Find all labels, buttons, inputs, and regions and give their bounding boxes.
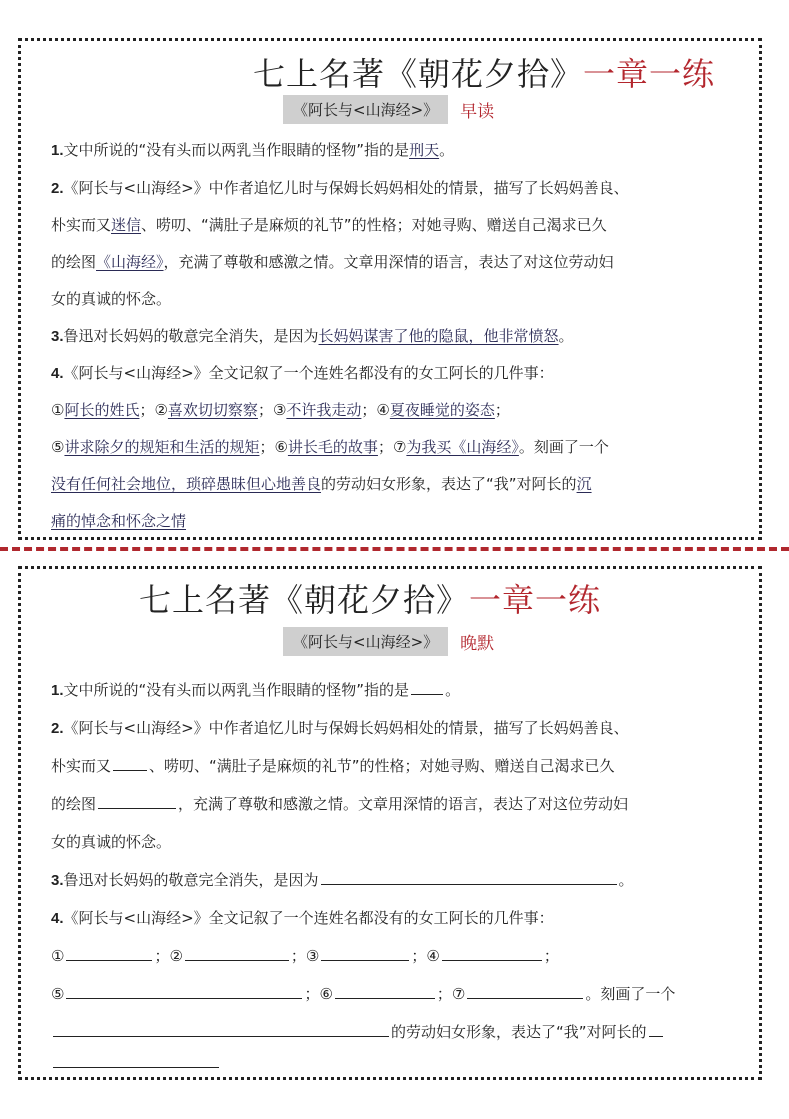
answer-text: 迷信: [111, 216, 142, 234]
answer-blank[interactable]: [321, 870, 617, 885]
question-text: 的劳动妇女形象，表达了“我”对阿长的: [321, 475, 577, 493]
answer-blank[interactable]: [467, 984, 583, 999]
title-main: 七上名著《朝花夕拾》: [139, 581, 470, 619]
question-number: 3.: [51, 328, 64, 345]
question-number: 3.: [51, 872, 64, 889]
question-text: 《阿长与<山海经>》全文记叙了一个连姓名都没有的女工阿长的几件事：: [63, 909, 554, 927]
title-main: 七上名著《朝花夕拾》: [253, 55, 584, 93]
item-marker: ；③: [290, 947, 320, 965]
item-marker: ；⑥: [259, 438, 288, 456]
answer-text: 为我买《山海经》: [406, 438, 519, 456]
question-4-line-5: [51, 1053, 751, 1072]
answer-blank[interactable]: [53, 1022, 389, 1037]
answer-text: 不许我走动: [286, 401, 362, 419]
answer-blank[interactable]: [321, 946, 409, 961]
question-3: [51, 869, 751, 890]
item-marker: ①: [51, 401, 65, 419]
title-accent: 一章一练: [469, 581, 602, 619]
question-text: 女的真诚的怀念。: [51, 833, 172, 851]
question-4-line-1: [51, 362, 751, 383]
chapter-subheading: [283, 95, 494, 124]
question-text: 鲁迅对长妈妈的敬意完全消失，是因为: [63, 871, 319, 889]
question-4-line-4: [51, 1021, 751, 1042]
question-text: 的绘图: [51, 253, 97, 271]
answer-text: 刑天: [409, 141, 440, 159]
chapter-tag: 《阿长与<山海经>》: [283, 95, 448, 124]
title-accent: 一章一练: [583, 55, 716, 93]
question-text: 文中所说的“没有头而以两乳当作眼睛的怪物”指的是: [63, 141, 410, 159]
question-4-line-2: [51, 399, 751, 420]
question-text: 《阿长与<山海经>》中作者追忆儿时与保姆长妈妈相处的情景，描写了长妈妈善良、: [63, 179, 629, 197]
answer-text: 痛的悼念和怀念之情: [51, 512, 187, 530]
question-text: ，充满了尊敬和感激之情。文章用深情的语言，表达了对这位劳动妇: [163, 253, 614, 271]
reading-label: 早读: [460, 102, 495, 122]
chapter-tag: 《阿长与<山海经>》: [283, 627, 448, 656]
item-marker: ①: [51, 947, 65, 965]
reading-label: 晚默: [460, 634, 495, 654]
question-number: 4.: [51, 365, 64, 382]
question-4-line-5: [51, 510, 751, 531]
morning-reading-card: [18, 38, 762, 540]
question-text: 朴实而又: [51, 216, 112, 234]
item-marker: ；④: [361, 401, 390, 419]
answer-blank[interactable]: [53, 1053, 219, 1068]
item-marker: ；⑦: [377, 438, 407, 456]
question-number: 2.: [51, 180, 64, 197]
item-marker: ⑤: [51, 438, 65, 456]
answer-text: 长妈妈谋害了他的隐鼠，他非常愤怒: [318, 327, 559, 345]
question-2-line-3: [51, 793, 751, 814]
question-2-line-1: [51, 177, 751, 198]
item-marker: ；④: [411, 947, 440, 965]
question-number: 1.: [51, 682, 64, 699]
answer-blank[interactable]: [66, 984, 302, 999]
question-end: 。: [558, 327, 574, 345]
item-marker: ；⑥: [304, 985, 333, 1003]
question-text: 、唠叨、“满肚子是麻烦的礼节”的性格；对她寻购、赠送自己渴求已久: [149, 757, 615, 775]
answer-text: 沉: [576, 475, 592, 493]
question-2-line-3: [51, 251, 751, 272]
item-marker: ；②: [154, 947, 183, 965]
evening-dictation-card: [18, 566, 762, 1080]
question-text: 朴实而又: [51, 757, 112, 775]
answer-blank[interactable]: [442, 946, 542, 961]
answer-blank[interactable]: [335, 984, 435, 999]
question-2-line-2: [51, 214, 751, 235]
question-text: 的绘图: [51, 795, 97, 813]
question-end: 。: [618, 871, 634, 889]
question-text: 。刻画了一个: [585, 985, 676, 1003]
item-marker: ⑤: [51, 985, 65, 1003]
question-number: 2.: [51, 720, 64, 737]
chapter-subheading: [283, 627, 494, 656]
answer-text: 讲长毛的故事: [287, 438, 378, 456]
question-2-line-4: [51, 831, 751, 852]
answer-text: 阿长的姓氏: [64, 401, 140, 419]
answer-blank[interactable]: [411, 680, 443, 695]
item-marker: ；③: [257, 401, 287, 419]
item-end: ；: [543, 947, 559, 965]
answer-text: 讲求除夕的规矩和生活的规矩: [64, 438, 260, 456]
answer-text: 夏夜睡觉的姿态: [389, 401, 495, 419]
question-3: [51, 325, 751, 346]
question-4-line-3: [51, 983, 751, 1004]
question-text: ，充满了尊敬和感激之情。文章用深情的语言，表达了对这位劳动妇: [178, 795, 629, 813]
question-4-line-3: [51, 436, 751, 457]
answer-text: 《山海经》: [96, 253, 164, 271]
page-title: [253, 49, 715, 95]
question-text: 的劳动妇女形象，表达了“我”对阿长的: [391, 1023, 647, 1041]
answer-blank[interactable]: [98, 794, 176, 809]
question-text: 、唠叨、“满肚子是麻烦的礼节”的性格；对她寻购、赠送自己渴求已久: [141, 216, 607, 234]
answer-text: 没有任何社会地位，琐碎愚昧但心地善良: [51, 475, 322, 493]
question-2-line-1: [51, 717, 751, 738]
answer-text: 喜欢切切察察: [167, 401, 258, 419]
question-end: 。: [439, 141, 455, 159]
item-end: ；: [494, 401, 510, 419]
question-text: 文中所说的“没有头而以两乳当作眼睛的怪物”指的是: [63, 681, 410, 699]
question-text: 鲁迅对长妈妈的敬意完全消失，是因为: [63, 327, 319, 345]
answer-blank[interactable]: [66, 946, 152, 961]
question-text: 《阿长与<山海经>》全文记叙了一个连姓名都没有的女工阿长的几件事：: [63, 364, 554, 382]
question-4-line-2: [51, 945, 751, 966]
question-number: 1.: [51, 142, 64, 159]
answer-blank[interactable]: [185, 946, 289, 961]
answer-blank[interactable]: [113, 756, 147, 771]
question-text: 《阿长与<山海经>》中作者追忆儿时与保姆长妈妈相处的情景，描写了长妈妈善良、: [63, 719, 629, 737]
answer-blank[interactable]: [649, 1022, 663, 1037]
question-4-line-4: [51, 473, 751, 494]
question-number: 4.: [51, 910, 64, 927]
question-4-line-1: [51, 907, 751, 928]
page-title: [139, 575, 601, 621]
item-marker: ；⑦: [436, 985, 466, 1003]
question-2-line-4: [51, 288, 751, 309]
section-divider: [0, 547, 789, 551]
question-1: [51, 139, 751, 160]
question-end: 。: [445, 681, 461, 699]
question-text: 女的真诚的怀念。: [51, 290, 172, 308]
question-text: 。刻画了一个: [518, 438, 609, 456]
question-1: [51, 679, 751, 700]
item-marker: ；②: [139, 401, 168, 419]
question-2-line-2: [51, 755, 751, 776]
